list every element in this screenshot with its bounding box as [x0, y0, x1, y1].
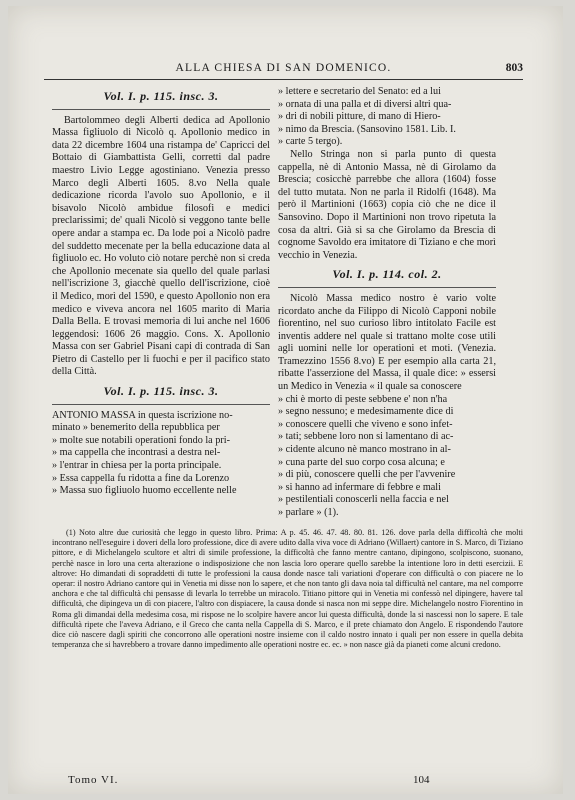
quoted-block: [278, 394, 496, 520]
right-column: [278, 86, 496, 520]
page-footer: [68, 774, 523, 788]
quoted-block: [52, 410, 270, 498]
text-line: » si hanno ad infermare di febbre e mali: [278, 481, 441, 493]
paragraph: Nicolò Massa medico nostro è vario volte ricordato anche da Filippo di Nicolò Capponi nobile fiorentino, nel suo curioso libro intitolato Facile est inventis addere nel quale si trattano molte cose utili agli uomini nelle lor operationi et moti. (Venezia. Tramezzino 1556 8.vo) E per esempio alla carta 21, ribatte l'asserzione del Massa, il quale dice: » essersi un Medico in Venezia « il quale sa conoscere: [278, 292, 496, 393]
text-line: » segno nessuno; e medesimamente dice di: [278, 406, 454, 418]
text-line: » chi è morto di peste sebbene e' non n'ha: [278, 393, 448, 405]
text-line: » Massa suo figliuolo huomo eccellente nelle: [52, 485, 237, 497]
text-line: » ornata di una palla et di diversi altri qua-: [278, 98, 452, 110]
text-line: » carte 5 tergo).: [278, 136, 343, 148]
text-line: » parlare » (1).: [278, 507, 339, 518]
signature-number: 104: [413, 774, 430, 786]
quoted-block: [278, 86, 496, 149]
text-line: » conoscere quelli che viveno e sono infet-: [278, 418, 453, 430]
section-heading: Vol. I. p. 114. col. 2.: [332, 267, 442, 282]
section-rule: [52, 404, 270, 405]
text-line: » ma cappella che incontrasi a destra nel-: [52, 447, 221, 459]
section-heading: Vol. I. p. 115. insc. 3.: [103, 384, 219, 399]
text-line: » cidente alcuno nè manco mostrano in al-: [278, 444, 451, 456]
text-line: minato » benemerito della repubblica per: [52, 422, 220, 434]
text-line: » molte sue notabili operationi fondo la pri-: [52, 434, 230, 446]
section-heading: Vol. I. p. 115. insc. 3.: [103, 89, 219, 103]
page-title: ALLA CHIESA DI SAN DOMENICO.: [175, 62, 392, 74]
paragraph: Bartolommeo degli Alberti dedica ad Apollonio Massa figliuolo di Nicolò q. Apollonio medico in data 22 dicembre 1604 una ristampa de' Capricci del Bottaio di Giambattista Gelli, corretti dal padre maestro Livio Legge agostiniano. Venezia presso Marco degli Alberti 1605. 8.vo Nella quale dedicazione ricorda l'avolo suo Apollonio, e il bisavolo Nicolò ambidue filosofi e medici preclarissimi; de' quali Nicolò si veggono tante belle opere andar a stampa ec. Da lode poi a Nicolò padre del suddetto mecenate per la bella educazione data al figliuolo ec. Ho voluto ciò notare perchè non si creda che Apollonio mecenate sia quello del quale parlasi nell'iscrizione 3, giacchè quello dell'iscrizione, cioè il Medico, morì del 1590, e questo Apollonio non era medico e viveva ancora nel 1605 marito di Maria Dalla Bella. E trovasi memoria di lui anche nel 1606 leggendosi: 1606 26 maggio. Cons. X. Apollonio Massa con ser Gabriel Pisani capi di contrada di San Pietro di Castello per li fuochi e per il pacifico stato della Città.: [52, 114, 270, 378]
text-line: » di più, conoscere quelli che per l'avvenire: [278, 469, 456, 481]
text-line: » l'entrar in chiesa per la porta principale.: [52, 460, 222, 472]
text-line: » cuna parte del suo corpo cosa alcuna; e: [278, 456, 445, 468]
text-line: » pestilentiali conoscerli nella faccia e nel: [278, 494, 449, 506]
page-number: 803: [505, 62, 523, 74]
text-line: » lettere e secretario del Senato: ed a lui: [278, 86, 441, 97]
text-line: » tati; sebbene loro non si lamentano di ac-: [278, 431, 454, 443]
header-rule: [44, 79, 523, 80]
text-line: ANTONIO MASSA in questa iscrizione no-: [52, 409, 233, 421]
footnote: [52, 528, 523, 650]
document-page: [8, 6, 563, 794]
section-rule: [278, 287, 496, 288]
paragraph: Nello Stringa non si parla punto di questa cappella, nè di Antonio Massa, nè di Girolamo da Brescia; cosicchè parrebbe che allora (1604) fosse del tutto mutata. Non ne parla il Ridolfi (1648). Ma però il Martinioni (1663) copia ciò che ne dice il Sansovino. Dopo il Martinioni non trovo ripetuta la cosa da altri. Già si sa che Girolamo da Brescia di cognome Savoldo era imitatore di Tiziano e che morì vecchio in Venezia.: [278, 148, 496, 261]
footnote-text: (1) Noto altre due curiosità che leggo in questo libro. Prima: A p. 45. 46. 47. 48. 80. 81. 126. dove parla della difficoltà che molti incontrano nell'eseguire i doveri della loro professione, dice di avere udito dalla viva voce di Adriano (Willaert) cantore in S. Marco, di Tiziano pittore, e di Michelangelo scultore et altri di simile professione, la difficoltà che fanno mentre cantano, dipingono, scolpiscono, suonano, perchè nasce in loro una certa alterazione o indisposizione che non lascia loro operare quello sarebbe la intentione loro in detti esercizii. E altrove: Ho dimandati di sopraddetti di tutte le professioni la causa donde nasce tali variationi d'operare con difficultà o con piacere ne lo operar: il nostro Adriano cantore qui in Venetia mi disse non lo sapere, et che non tanto gli dava noia tal difficultà nel cantare, ma nel comporre anchora e che tal difficultà chi pensasse di levarla lo terrebbe un miracolo. Titiano pittore qui in Venetia mi confessò nel dipingere, havere tal difficultà, che dipingeva un dì con piacere, l'altro con dispiacere, la causa donde si nasca non mi seppe dire. Michelangelo nostro Fiorentino in Roma gli dimandai della medesima cosa, mi rispose ne lo scolpire havere ancor lui questa difficultà, donde la si nascessi non lo sapere. E tale difficultà ripete che l'aveva Adriano, e il Greco che canta nella Cappella di S. Marco, e il prete chiamato don Angelo. E rispondendo l'autore dice ciò nascere dagli spiriti che concorrono alle operationi nostre insieme con il caldo nostro innato i quali per non essere in quella debita temperanza che si havrebbero a trovare danno impedimento alle operationi nostre ec. ec. » non nasce già da pianeti come alcuni credono.: [52, 528, 523, 650]
text-line: » nimo da Brescia. (Sansovino 1581. Lib. I.: [278, 123, 456, 135]
volume-label: Tomo VI.: [68, 774, 119, 786]
section-rule: [52, 109, 270, 110]
running-head: [44, 62, 523, 76]
left-column: [52, 86, 270, 498]
text-line: » dri di nobili pitture, di mano di Hiero-: [278, 111, 441, 123]
text-line: » Essa cappella fu ridotta a fine da Lorenzo: [52, 472, 230, 484]
